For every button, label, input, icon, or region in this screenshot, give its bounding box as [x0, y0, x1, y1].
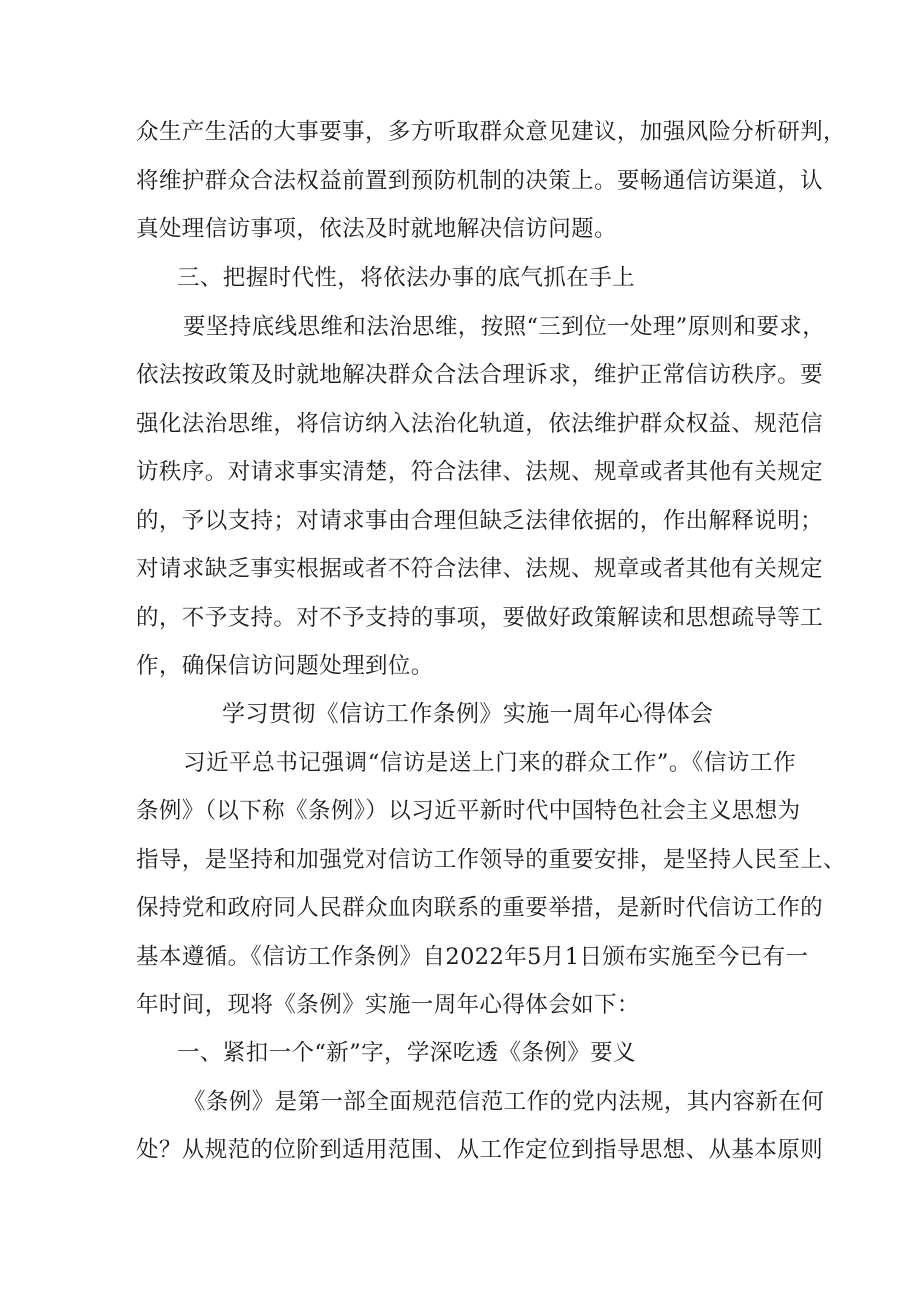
section-heading-one: 一、紧扣一个“新”字，学深吃透《条例》要义 — [177, 1040, 636, 1066]
paragraph-line: 的，予以支持；对请求事由合理但缺乏法律依据的，作出解释说明； — [136, 508, 824, 534]
paragraph-line: 访秩序。对请求事实清楚，符合法律、法规、规章或者其他有关规定 — [136, 459, 824, 485]
paragraph-line: 将维护群众合法权益前置到预防机制的决策上。要畅通信访渠道，认 — [136, 168, 824, 194]
paragraph-line: 基本遵循。《信访工作条例》自2022年5月1日颁布实施至今已有一 — [136, 944, 809, 970]
paragraph-line: 众生产生活的大事要事，多方听取群众意见建议，加强风险分析研判， — [136, 119, 846, 145]
paragraph-line: 保持党和政府同人民群众血肉联系的重要举措，是新时代信访工作的 — [136, 895, 824, 921]
paragraph-line: 条例》（以下称《条例》）以习近平新时代中国特色社会主义思想为 — [136, 798, 801, 824]
paragraph-line: 指导，是坚持和加强党对信访工作领导的重要安排，是坚持人民至上、 — [136, 847, 846, 873]
paragraph-line: 强化法治思维，将信访纳入法治化轨道，依法维护群众权益、规范信 — [136, 411, 824, 437]
paragraph-line: 要坚持底线思维和法治思维，按照“三到位一处理”原则和要求， — [183, 314, 826, 340]
paragraph-line: 对请求缺乏事实根据或者不符合法律、法规、规章或者其他有关规定 — [136, 556, 824, 582]
paragraph-line: 的，不予支持。对不予支持的事项，要做好政策解读和思想疏导等工 — [136, 605, 824, 631]
paragraph-line: 年时间，现将《条例》实施一周年心得体会如下： — [136, 992, 640, 1018]
paragraph-line: 依法按政策及时就地解决群众合法合理诉求，维护正常信访秩序。要 — [136, 362, 824, 388]
section-heading-three: 三、把握时代性，将依法办事的底气抓在手上 — [177, 265, 636, 291]
paragraph-line: 习近平总书记强调“信访是送上门来的群众工作”。《信访工作 — [183, 750, 796, 776]
paragraph-line: 真处理信访事项，依法及时就地解决信访问题。 — [136, 216, 617, 242]
paragraph-line: 《条例》是第一部全面规范信范工作的党内法规，其内容新在何 — [183, 1089, 825, 1115]
paragraph-line: 作，确保信访问题处理到位。 — [136, 653, 434, 679]
paragraph-line: 处？从规范的位阶到适用范围、从工作定位到指导思想、从基本原则 — [136, 1137, 824, 1163]
article-title: 学习贯彻《信访工作条例》实施一周年心得体会 — [222, 701, 714, 727]
